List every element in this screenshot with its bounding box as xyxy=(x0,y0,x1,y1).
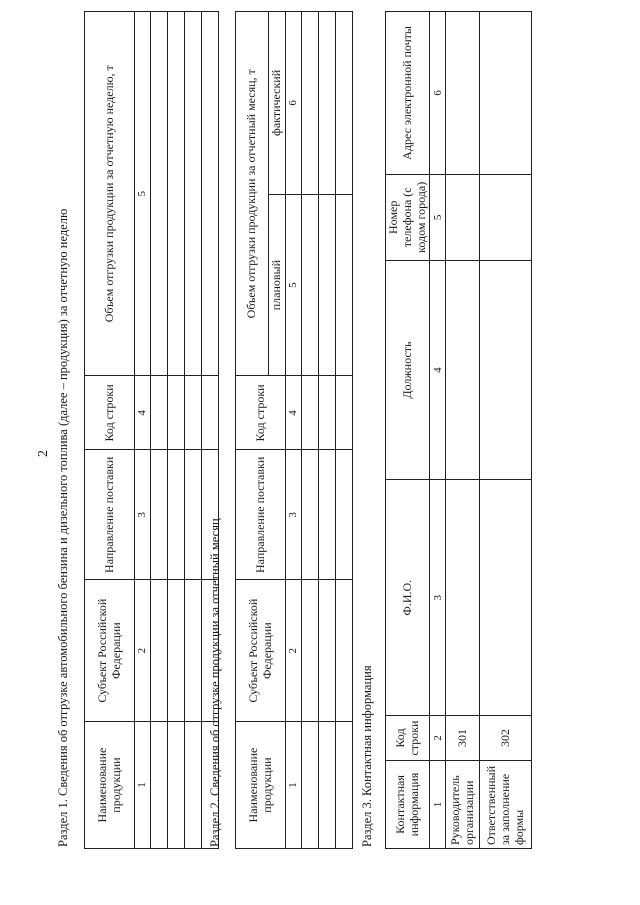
s3-header-fio: Ф.И.О. xyxy=(386,480,430,716)
section1-title: Раздел 1. Сведения об отгрузке автомобильного бензина и дизельного топлива (далее – продукция) за отчетную неделю xyxy=(56,208,70,847)
section3-number-row xyxy=(430,12,446,849)
section2-table xyxy=(235,11,353,849)
section2-header-row xyxy=(236,12,269,849)
s3-row-head-code: 301 xyxy=(446,716,480,761)
s1-header-direction: Направление поставки xyxy=(85,450,135,580)
s1-num-4: 4 xyxy=(135,376,151,450)
s2-header-volume: Объем отгрузки продукции за отчетный месяц, т xyxy=(236,12,269,377)
s2-num-2: 2 xyxy=(286,580,302,722)
section2-title: Раздел 2. Сведения об отгрузке продукции за отчетный месяц xyxy=(208,518,222,847)
s3-header-position: Должность xyxy=(386,260,430,480)
s2-empty-row xyxy=(302,12,319,849)
s2-header-code: Код строки xyxy=(236,376,286,450)
s3-row-head-label: Руководитель организации xyxy=(446,761,480,849)
s3-row-responsible xyxy=(480,12,532,849)
s2-num-5: 5 xyxy=(286,194,302,376)
s1-header-volume: Объем отгрузки продукции за отчетную неделю, т xyxy=(85,12,135,376)
s2-subheader-planned: плановый xyxy=(269,194,286,376)
section3-table xyxy=(385,11,532,849)
s3-num-3: 3 xyxy=(430,480,446,716)
s1-empty-row xyxy=(151,12,168,849)
s3-num-5: 5 xyxy=(430,174,446,260)
s2-header-direction: Направление поставки xyxy=(236,450,286,580)
s3-num-6: 6 xyxy=(430,12,446,175)
s2-header-region: Субъект Российской Федерации xyxy=(236,580,286,722)
s3-header-contact: Контактная информация xyxy=(386,761,430,849)
section3-header-row xyxy=(386,12,430,849)
s1-header-product: Наименование продукции xyxy=(85,722,135,849)
s2-subheader-actual: фактический xyxy=(269,12,286,195)
section1-header-row xyxy=(85,12,135,849)
rotated-form-sheet xyxy=(0,5,634,905)
s2-num-1: 1 xyxy=(286,722,302,849)
s1-empty-row xyxy=(168,12,185,849)
section1-table xyxy=(84,11,219,849)
s2-header-product: Наименование продукции xyxy=(236,722,286,849)
s3-num-4: 4 xyxy=(430,260,446,480)
s3-header-email: Адрес электронной почты xyxy=(386,12,430,175)
s2-num-4: 4 xyxy=(286,376,302,450)
s2-num-3: 3 xyxy=(286,450,302,580)
s1-header-code: Код строки xyxy=(85,376,135,450)
s3-row-responsible-label: Ответственный за заполнение формы xyxy=(480,761,532,849)
s3-num-2: 2 xyxy=(430,716,446,761)
s3-row-head xyxy=(446,12,480,849)
s1-num-2: 2 xyxy=(135,580,151,722)
s2-empty-row xyxy=(319,12,336,849)
s2-empty-row xyxy=(336,12,353,849)
page-number: 2 xyxy=(36,450,51,457)
s1-header-region: Субъект Российской Федерации xyxy=(85,580,135,722)
section3-title: Раздел 3. Контактная информация xyxy=(360,665,374,847)
s3-header-code: Код строки xyxy=(386,716,430,761)
s1-num-3: 3 xyxy=(135,450,151,580)
s2-num-6: 6 xyxy=(286,12,302,195)
s3-header-phone: Номер телефона (с кодом города) xyxy=(386,174,430,260)
s3-row-responsible-code: 302 xyxy=(480,716,532,761)
s1-empty-row xyxy=(185,12,202,849)
s3-num-1: 1 xyxy=(430,761,446,849)
s1-num-5: 5 xyxy=(135,12,151,376)
section1-number-row xyxy=(135,12,151,849)
section2-number-row xyxy=(286,12,302,849)
s1-num-1: 1 xyxy=(135,722,151,849)
